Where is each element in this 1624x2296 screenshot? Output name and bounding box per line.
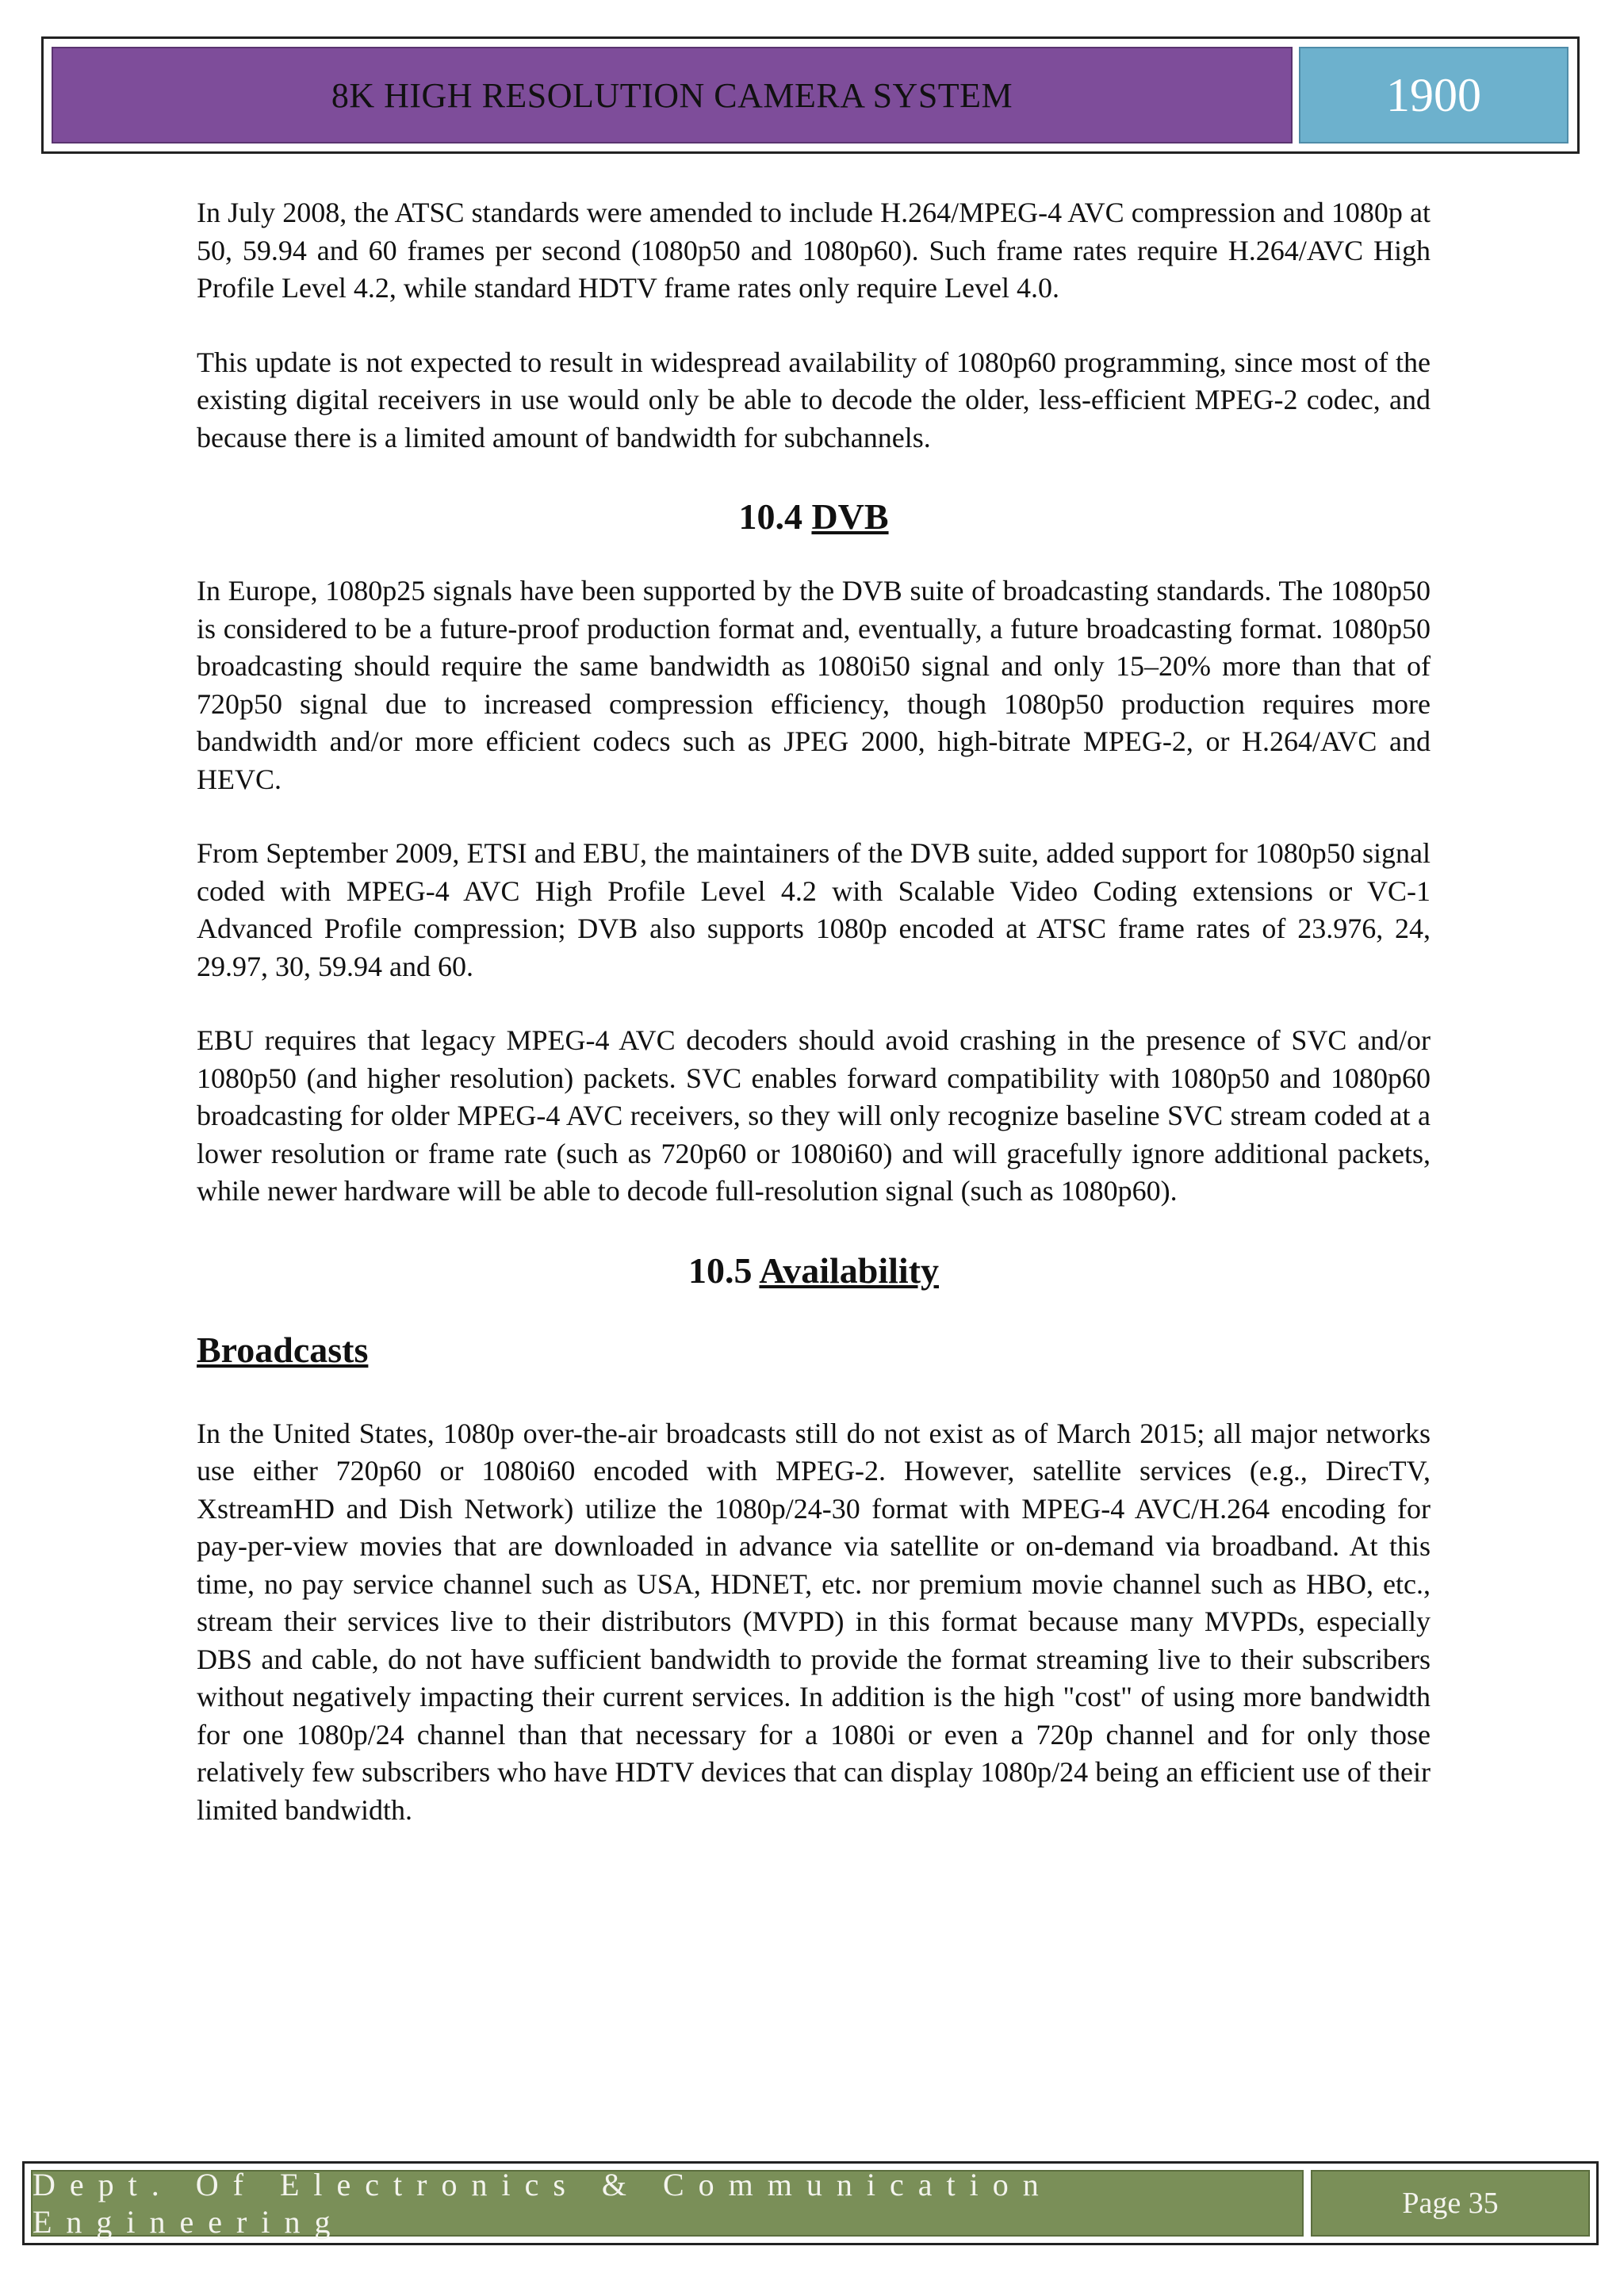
page-number: Page 35 (1402, 2187, 1499, 2220)
section-title: DVB (811, 496, 889, 537)
footer-department: Dept. Of Electronics & Communication Engineering (33, 2167, 1053, 2240)
section-number: 10.5 (688, 1249, 753, 1291)
subheading-title: Broadcasts (197, 1329, 369, 1370)
header-title-panel (52, 47, 1293, 144)
footer-page-panel (1311, 2170, 1590, 2237)
header-year-panel (1299, 47, 1568, 144)
paragraph: From September 2009, ETSI and EBU, the maintainers of the DVB suite, added support for 1080p50 signal coded with MPEG-4 AVC High Profile Level 4.2 with Scalable Video Coding extensions or VC-1 Advanced Profile compression; DVB also supports 1080p encoded at ATSC frame rates of 23.976, 24, 29.97, 30, 59.94 and 60. (197, 837, 1431, 982)
paragraph: In Europe, 1080p25 signals have been supported by the DVB suite of broadcasting standards. The 1080p50 is considered to be a future-proof production format and, eventually, a future broadcasting format. 1080p50 broadcasting should require the same bandwidth as 1080i50 signal and only 15–20% more than that of 720p50 signal due to increased compression efficiency, though 1080p50 production requires more bandwidth and/or more efficient codecs such as JPEG 2000, high-bitrate MPEG-2, or H.264/AVC and HEVC. (197, 575, 1431, 795)
page-header (41, 36, 1580, 154)
subheading-broadcasts (197, 1326, 1431, 1374)
section-number: 10.4 (738, 496, 802, 537)
paragraph: In July 2008, the ATSC standards were amended to include H.264/MPEG-4 AVC compression and 1080p at 50, 59.94 and 60 frames per second (1080p50 and 1080p60). Such frame rates require H.264/AVC High Profile Level 4.2, while standard HDTV frame rates only require Level 4.0. (197, 197, 1431, 304)
page-body (197, 194, 1431, 1866)
paragraph: EBU requires that legacy MPEG-4 AVC decoders should avoid crashing in the presence of SVC and/or 1080p50 (and higher resolution) packets. SVC enables forward compatibility with 1080p50 and 1080p60 broadcasting for older MPEG-4 AVC receivers, so they will only recognize baseline SVC stream coded at a lower resolution or frame rate (such as 720p60 or 1080i60) and will gracefully ignore additional packets, while newer hardware will be able to decode full-resolution signal (such as 1080p60). (197, 1024, 1431, 1207)
section-heading-availability (197, 1247, 1431, 1295)
header-year: 1900 (1386, 68, 1481, 121)
paragraph: This update is not expected to result in widespread availability of 1080p60 programming, since most of the existing digital receivers in use would only be able to decode the older, less-efficient MPEG-2 codec, and because there is a limited amount of bandwidth for subchannels. (197, 346, 1431, 453)
section-title: Availability (759, 1249, 940, 1291)
page-footer (22, 2161, 1599, 2245)
section-heading-dvb (197, 493, 1431, 541)
footer-department-panel (31, 2167, 1304, 2240)
paragraph: In the United States, 1080p over-the-air broadcasts still do not exist as of March 2015; all major networks use either 720p60 or 1080i60 encoded with MPEG-2. However, satellite services (e.g., DirecTV, XstreamHD and Dish Network) utilize the 1080p/24-30 format with MPEG-4 AVC/H.264 encoding for pay-per-view movies that are downloaded in advance via satellite or on-demand via broadband. At this time, no pay service channel such as USA, HDNET, etc. nor premium movie channel such as HBO, etc., stream their services live to their distributors (MVPD) in this format because many MVPDs, especially DBS and cable, do not have sufficient bandwidth to provide the format streaming live to their subscribers without negatively impacting their current services. In addition is the high "cost" of using more bandwidth for one 1080p/24 channel than that necessary for a 1080i or even a 720p channel and for only those relatively few subscribers who have HDTV devices that can display 1080p/24 being an efficient use of their limited bandwidth. (197, 1417, 1431, 1826)
header-title: 8K HIGH RESOLUTION CAMERA SYSTEM (331, 75, 1013, 115)
